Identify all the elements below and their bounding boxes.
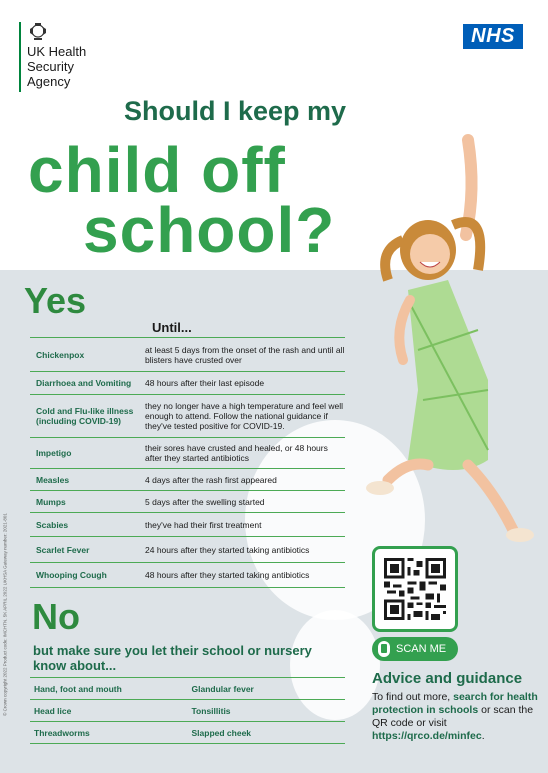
no-conditions-table bbox=[30, 677, 345, 744]
table-row bbox=[30, 677, 345, 699]
condition-name: Scarlet Fever bbox=[36, 544, 90, 555]
condition-name: Impetigo bbox=[36, 448, 72, 458]
condition-name: Hand, foot and mouth bbox=[34, 683, 122, 694]
advice-search-term: search for health protection in schools bbox=[372, 691, 538, 716]
qr-code-frame[interactable] bbox=[372, 546, 458, 632]
scan-me-label: SCAN ME bbox=[396, 643, 447, 655]
table-row bbox=[30, 490, 345, 512]
condition-name: Threadworms bbox=[34, 727, 90, 738]
table-row bbox=[30, 371, 345, 394]
table-row bbox=[30, 437, 345, 468]
advice-title: Advice and guidance bbox=[372, 670, 523, 687]
jumping-girl-image bbox=[348, 130, 548, 550]
until-text: they've had their first treatment bbox=[145, 519, 262, 530]
condition-name: Whooping Cough bbox=[36, 570, 107, 580]
agency-name: UK Health Security Agency bbox=[27, 44, 87, 89]
headline-big-line2: school? bbox=[83, 194, 336, 266]
nhs-logo: NHS bbox=[463, 24, 523, 49]
until-text: 48 hours after their last episode bbox=[145, 378, 265, 388]
until-text: they no longer have a high temperature and feel well enough to attend. Follow the national guidance if they've tested positive for COVID-19. bbox=[145, 401, 343, 431]
no-subtitle: but make sure you let their school or nursery know about... bbox=[33, 643, 312, 673]
headline-big-line1: child off bbox=[28, 134, 286, 206]
yes-conditions-table bbox=[30, 337, 345, 588]
phone-icon bbox=[378, 641, 390, 657]
condition-name: Glandular fever bbox=[191, 683, 254, 694]
condition-name: Chickenpox bbox=[36, 349, 85, 360]
until-text: at least 5 days from the onset of the rash and until all blisters have crusted over bbox=[145, 344, 345, 365]
condition-name: Tonsillitis bbox=[191, 705, 231, 716]
table-row bbox=[30, 394, 345, 437]
condition-name: Mumps bbox=[36, 496, 66, 507]
royal-crest-icon bbox=[27, 20, 49, 42]
table-row bbox=[30, 721, 345, 744]
condition-name: Scabies bbox=[36, 519, 69, 530]
condition-name: Diarrhoea and Vomiting bbox=[36, 378, 132, 388]
table-row bbox=[30, 512, 345, 536]
table-row bbox=[30, 337, 345, 371]
until-text: 5 days after the swelling started bbox=[145, 496, 265, 507]
until-text: their sores have crusted and healed, or 48 hours after they started antibiotics bbox=[145, 443, 328, 463]
until-text: 24 hours after they started taking antibiotics bbox=[145, 544, 310, 555]
advice-text: To find out more, search for health protection in schools or scan the QR code or visit https://qrco.de/minfec. bbox=[372, 691, 538, 742]
until-heading: Until... bbox=[152, 320, 192, 335]
scan-me-button[interactable] bbox=[372, 637, 458, 661]
advice-link[interactable]: https://qrco.de/minfec bbox=[372, 730, 482, 742]
condition-name: Slapped cheek bbox=[191, 727, 252, 738]
qr-code-icon[interactable] bbox=[384, 558, 446, 620]
table-row bbox=[30, 562, 345, 588]
table-row bbox=[30, 536, 345, 562]
headline-question: Should I keep my bbox=[123, 96, 347, 126]
condition-name: Measles bbox=[36, 474, 70, 485]
header-divider bbox=[19, 22, 21, 92]
until-text: 4 days after the rash first appeared bbox=[145, 474, 277, 485]
table-row bbox=[30, 699, 345, 721]
table-row bbox=[30, 468, 345, 490]
until-text: 48 hours after they started taking antibiotics bbox=[145, 570, 310, 580]
no-heading: No bbox=[32, 596, 80, 637]
condition-name: Head lice bbox=[34, 705, 72, 716]
copyright-side-text: © Crown copyright 2022 Product code: IMCHTN. 5K APRIL 2022 UKHSA Gateway number: 2021-801 bbox=[2, 513, 8, 716]
yes-heading: Yes bbox=[24, 280, 87, 321]
condition-name: Cold and Flu-like illness (including COVID-19) bbox=[36, 406, 134, 426]
